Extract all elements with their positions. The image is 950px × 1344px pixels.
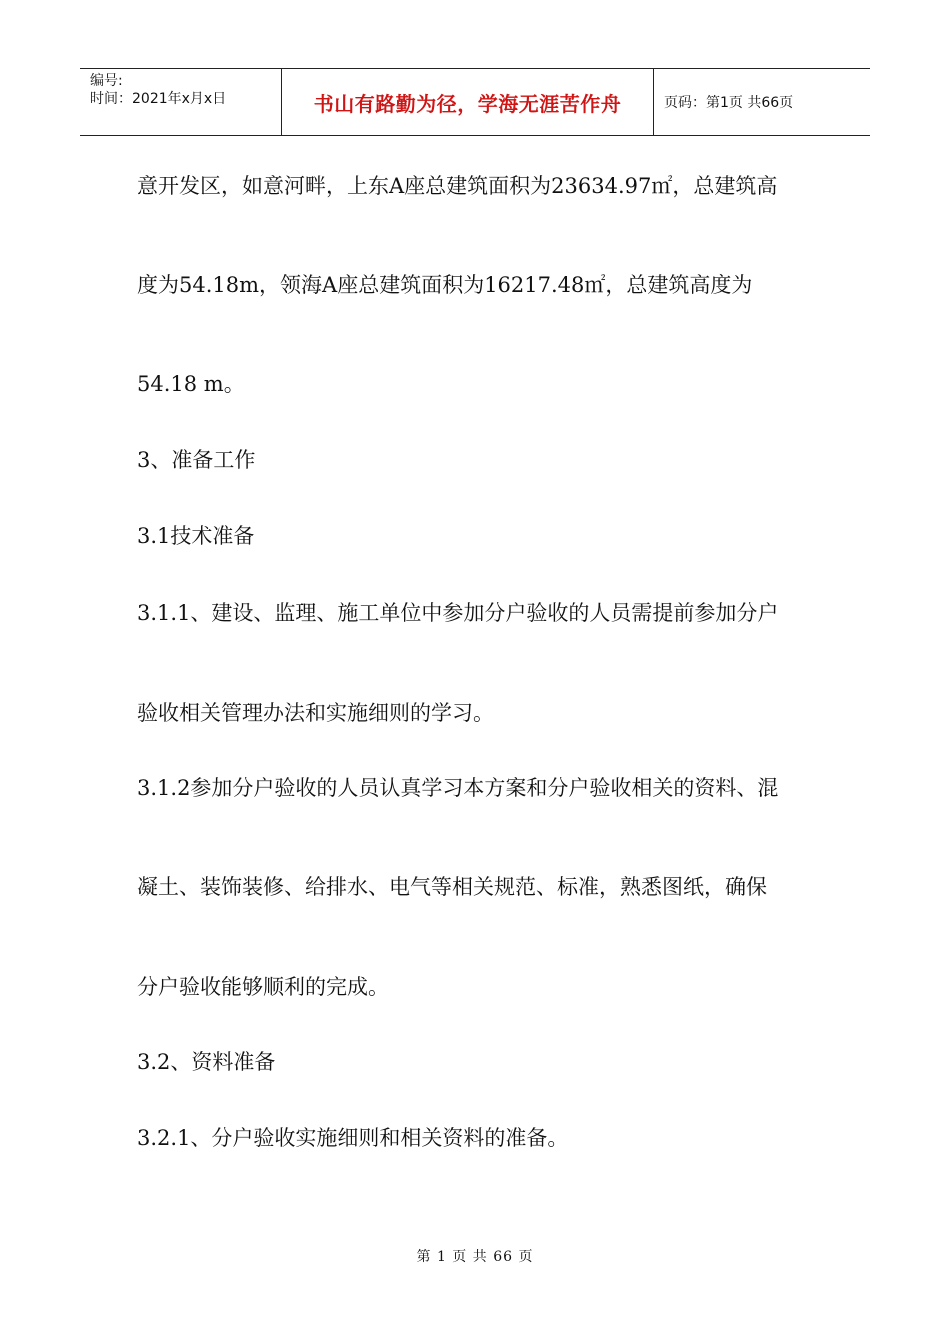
body-line: 分户验收能够顺利的完成。 [137,975,389,999]
body-line: 3.2.1、分户验收实施细则和相关资料的准备。 [137,1126,569,1150]
body-line: 3.1.2参加分户验收的人员认真学习本方案和分户验收相关的资料、混 [137,776,779,800]
header-meta-cell [80,69,282,135]
page-header [80,68,870,136]
section-heading: 3、准备工作 [137,448,256,472]
header-page-cell [654,69,870,135]
body-line: 验收相关管理办法和实施细则的学习。 [137,701,494,725]
document-time-label: 时间：2021年x月x日 [90,91,227,107]
document-number-label: 编号: [90,73,123,89]
subsection-heading: 3.1技术准备 [137,524,255,548]
body-line: 意开发区，如意河畔，上东A座总建筑面积为23634.97㎡，总建筑高 [137,174,778,198]
subsection-heading: 3.2、资料准备 [137,1050,276,1074]
header-page-info: 页码：第1页 共66页 [664,95,794,111]
header-motto: 书山有路勤为径，学海无涯苦作舟 [313,91,622,116]
body-line: 3.1.1、建设、监理、施工单位中参加分户验收的人员需提前参加分户 [137,601,779,625]
body-line: 凝土、装饰装修、给排水、电气等相关规范、标准，熟悉图纸，确保 [137,875,767,899]
header-motto-cell [282,69,654,135]
page-footer: 第 1 页 共 66 页 [416,1249,534,1265]
body-line: 54.18 m。 [137,372,245,396]
body-line: 度为54.18m，领海A座总建筑面积为16217.48㎡，总建筑高度为 [137,273,753,297]
